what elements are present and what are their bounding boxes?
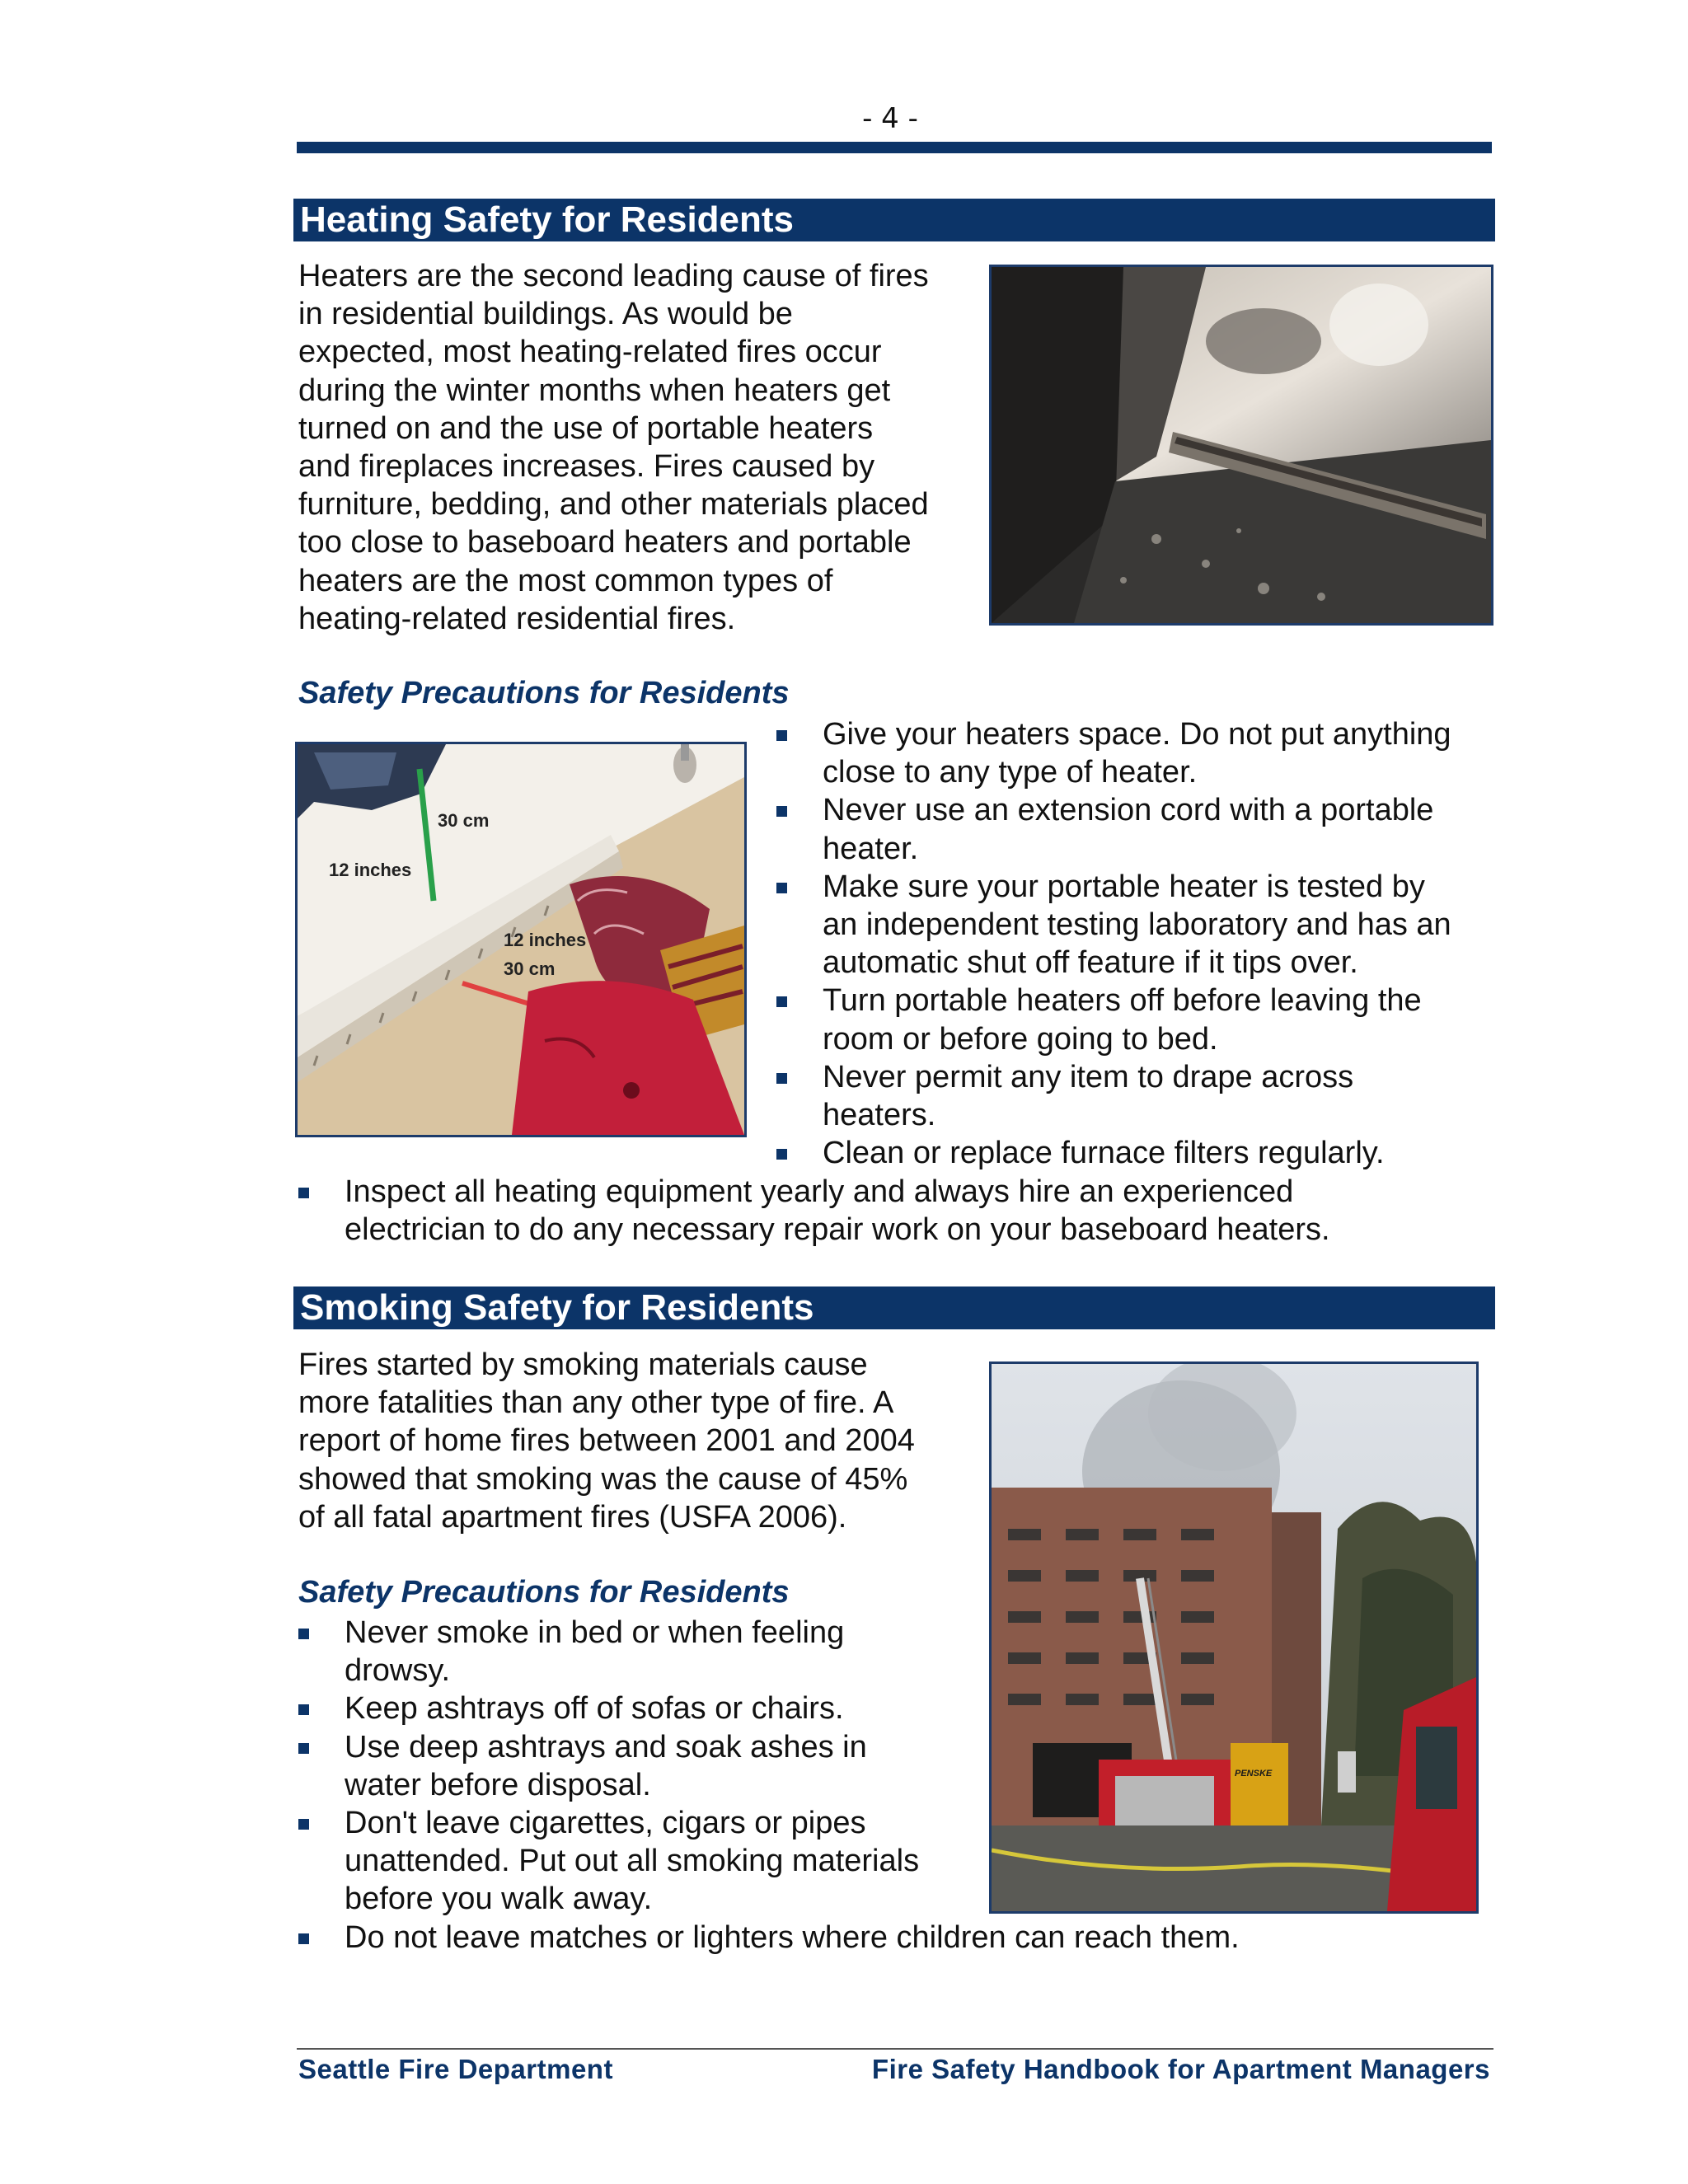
photo-label-horizontal-in: 12 inches: [504, 930, 587, 950]
baseboard-clearance-photo: [295, 742, 747, 1137]
list-item: Use deep ashtrays and soak ashes in water before disposal.: [295, 1728, 1498, 1804]
smoking-intro: Fires started by smoking materials cause more fatalities than any other type of fire. A report of home fires between 2001 and 2004 showed that smoking was the cause of 45% of all fatal apartment fires (USFA 2006).: [298, 1347, 915, 1535]
bullet-square-icon: [298, 1188, 309, 1198]
bullet-square-icon: [776, 996, 787, 1007]
bullet-square-icon: [298, 1704, 309, 1715]
bullet-square-icon: [298, 1629, 309, 1639]
bullet-square-icon: [298, 1819, 309, 1830]
list-item: Make sure your portable heater is tested by an independent testing laboratory and has an automatic shut off feature if it tips over.: [773, 868, 1498, 982]
list-item: Clean or replace furnace filters regularly.: [773, 1134, 1498, 1172]
photo-label-vertical-in: 12 inches: [329, 860, 412, 880]
list-item: Turn portable heaters off before leaving the room or before going to bed.: [773, 982, 1498, 1057]
list-item: Keep ashtrays off of sofas or chairs.: [295, 1690, 1498, 1727]
bullet-square-icon: [298, 1933, 309, 1944]
heating-wide-precaution: [295, 1173, 1498, 1249]
bullet-square-icon: [776, 730, 787, 741]
bullet-square-icon: [776, 1073, 787, 1084]
bullet-square-icon: [776, 806, 787, 817]
list-item: Do not leave matches or lighters where children can reach them.: [295, 1919, 1498, 1957]
list-item: Don't leave cigarettes, cigars or pipes unattended. Put out all smoking materials before you walk away.: [295, 1804, 1498, 1919]
bullet-square-icon: [776, 883, 787, 893]
photo-label-vertical-cm: 30 cm: [438, 810, 490, 831]
footer-organization: Seattle Fire Department: [298, 2054, 613, 2084]
bullet-square-icon: [776, 1149, 787, 1160]
header-rule: [297, 142, 1492, 153]
list-item: Give your heaters space. Do not put anything close to any type of heater.: [773, 715, 1498, 791]
smoking-precautions-heading: Safety Precautions for Residents: [298, 1575, 790, 1610]
smoking-precautions-list: [295, 1614, 1498, 1957]
list-item: Inspect all heating equipment yearly and always hire an experienced electrician to do any necessary repair work on your baseboard heaters.: [295, 1173, 1498, 1249]
heating-section-title: Heating Safety for Residents: [293, 199, 1495, 241]
truck-sign: PENSKE: [1235, 1769, 1273, 1779]
burned-baseboard-heater-photo: [989, 265, 1493, 626]
list-item: Never smoke in bed or when feeling drowsy.: [295, 1614, 1498, 1690]
list-item: Never use an extension cord with a portable heater.: [773, 791, 1498, 867]
list-item: Never permit any item to drape across heaters.: [773, 1058, 1498, 1134]
footer-publication-title: Fire Safety Handbook for Apartment Managers: [871, 2054, 1490, 2084]
heating-precautions-heading: Safety Precautions for Residents: [298, 676, 790, 710]
smoking-section-title: Smoking Safety for Residents: [293, 1286, 1495, 1329]
heating-intro: Heaters are the second leading cause of fires in residential buildings. As would be expected, most heating-related fires occur during the winter months when heaters get turned on and the use of portable heaters and fireplaces increases. Fires caused by furniture, bedding, and other materials placed too close to baseboard heaters and portable heaters are the most common types of heating-related residential fires.: [298, 259, 929, 636]
footer-rule: [297, 2048, 1493, 2050]
page-number: - 4 -: [862, 102, 918, 135]
heating-precautions-list: [773, 715, 1498, 1172]
photo-label-horizontal-cm: 30 cm: [504, 958, 556, 979]
bullet-square-icon: [298, 1743, 309, 1754]
